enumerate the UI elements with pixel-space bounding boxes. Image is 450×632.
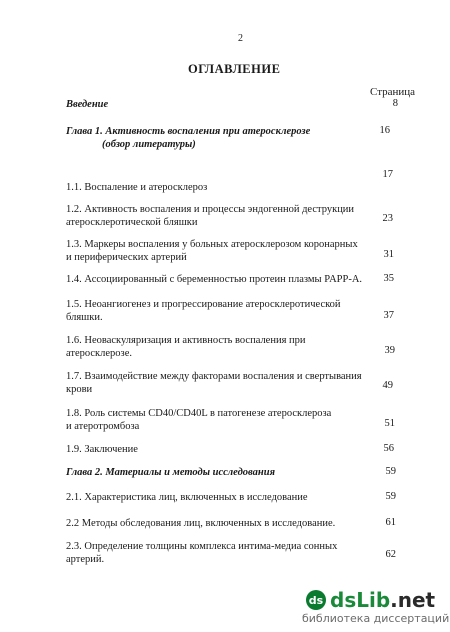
toc-page-2-2: 61	[385, 517, 396, 528]
toc-entry-2-1: 2.1. Характеристика лиц, включенных в исследование	[66, 492, 308, 503]
toc-page-2-1: 59	[385, 491, 396, 502]
toc-page-1-5: 37	[383, 310, 394, 321]
toc-page-1-9: 56	[383, 443, 394, 454]
dslib-brand	[330, 588, 435, 612]
dslib-subtitle: библиотека диссертаций	[302, 612, 450, 625]
toc-entry-chapter-1: Глава 1. Активность воспаления при атеросклерозе	[66, 126, 311, 137]
toc-entry-1-4: 1.4. Ассоциированный с беременностью протеин плазмы PAPP-A.	[66, 274, 363, 285]
toc-page-chapter-1: 16	[379, 125, 390, 136]
toc-page-1-7: 49	[382, 380, 393, 391]
toc-page-2-3: 62	[385, 549, 396, 560]
dslib-watermark[interactable]	[306, 588, 435, 612]
toc-entry-1-1: 1.1. Воспаление и атеросклероз	[66, 182, 208, 193]
toc-page-1-3: 31	[383, 249, 394, 260]
toc-entry-chapter-1-sub: (обзор литературы)	[102, 139, 196, 150]
toc-entry-1-8-cont: и атеротромбоза	[66, 421, 140, 432]
dslib-brand-prefix: dsLib	[330, 588, 391, 612]
toc-page-chapter-2: 59	[385, 466, 396, 477]
toc-entry-chapter-2: Глава 2. Материалы и методы исследования	[66, 467, 275, 478]
toc-page-1-4: 35	[383, 273, 394, 284]
toc-page-introduction: 8	[392, 98, 398, 109]
toc-entry-1-5-cont: бляшки.	[66, 312, 103, 323]
page-number: 2	[238, 33, 243, 44]
page-column-label: Страница	[370, 86, 416, 98]
toc-entry-1-3-cont: и периферических артерий	[66, 252, 187, 263]
toc-entry-1-9: 1.9. Заключение	[66, 444, 138, 455]
toc-page-1-8: 51	[384, 418, 395, 429]
dslib-brand-suffix: .net	[390, 588, 436, 612]
toc-heading: ОГЛАВЛЕНИЕ	[188, 62, 281, 76]
toc-entry-1-7: 1.7. Взаимодействие между факторами воспаления и свертывания	[66, 371, 362, 382]
toc-entry-2-3: 2.3. Определение толщины комплекса интима-медиа сонных	[66, 541, 338, 552]
toc-entry-1-8: 1.8. Роль системы CD40/CD40L в патогенезе атеросклероза	[66, 408, 332, 419]
toc-entry-1-6: 1.6. Неоваскуляризация и активность воспаления при	[66, 335, 306, 346]
toc-entry-1-7-cont: крови	[66, 384, 93, 395]
toc-page-1-2: 23	[382, 213, 393, 224]
toc-entry-1-2-cont: атеросклеротической бляшки	[66, 217, 198, 228]
toc-page-1-6: 39	[384, 345, 395, 356]
toc-entry-introduction: Введение	[66, 99, 109, 110]
toc-entry-2-2: 2.2 Методы обследования лиц, включенных в исследование.	[66, 518, 336, 529]
toc-entry-1-2: 1.2. Активность воспаления и процессы эндогенной деструкции	[66, 204, 355, 215]
toc-entry-1-6-cont: атеросклерозе.	[66, 348, 132, 359]
toc-entry-1-3: 1.3. Маркеры воспаления у больных атеросклерозом коронарных	[66, 239, 358, 250]
toc-page-1-1: 17	[382, 169, 393, 180]
toc-entry-2-3-cont: артерий.	[66, 554, 105, 565]
toc-entry-1-5: 1.5. Неоангиогенез и прогрессирование атеросклеротической	[66, 299, 341, 310]
dslib-logo-icon: ds	[306, 590, 326, 610]
